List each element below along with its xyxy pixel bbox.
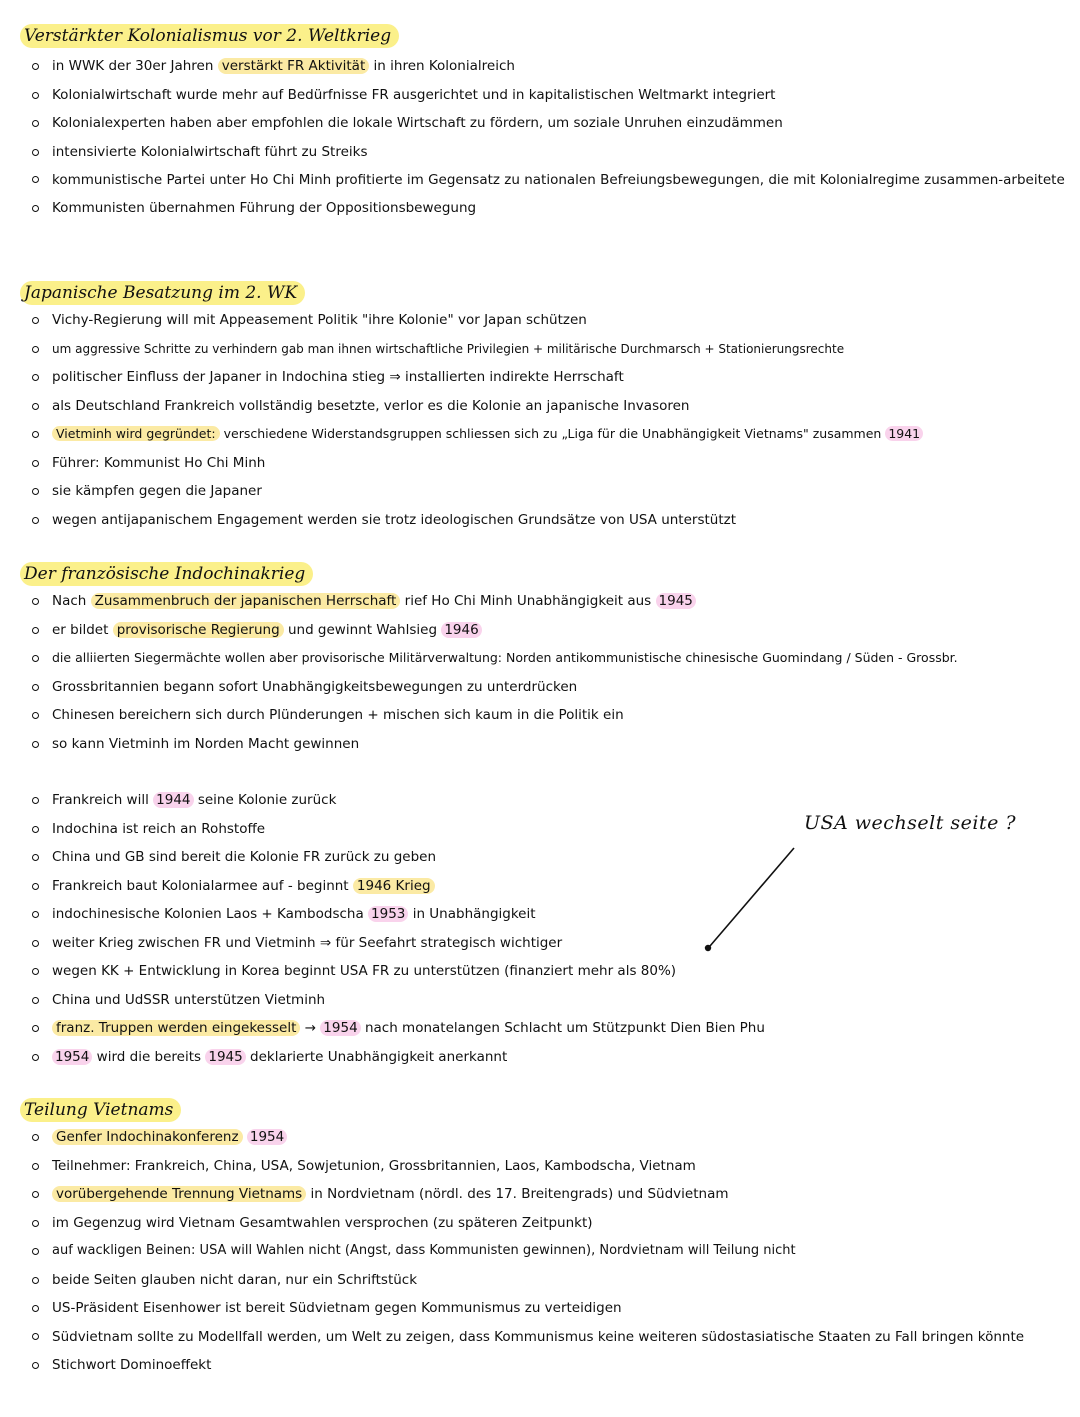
year-highlight: 1954: [247, 1129, 287, 1145]
list-item: vorübergehende Trennung Vietnams in Nordvietnam (nördl. des 17. Breitengrads) und Südvietnam: [22, 1180, 1072, 1209]
list-item: intensivierte Kolonialwirtschaft führt zu Streiks: [22, 138, 1072, 167]
list-item: politischer Einfluss der Japaner in Indochina stieg ⇒ installierten indirekte Herrschaft: [22, 363, 1072, 392]
list-item: die alliierten Siegermächte wollen aber provisorische Militärverwaltung: Norden antikommunistische chinesische Guomindang / Süden - Grossbr.: [22, 644, 1072, 673]
list-item: in WWK der 30er Jahren verstärkt FR Aktivität in ihren Kolonialreich: [22, 52, 1072, 81]
highlight: Genfer Indochinakonferenz: [52, 1129, 243, 1145]
list-item: Stichwort Dominoeffekt: [22, 1351, 1072, 1380]
highlight: vorübergehende Trennung Vietnams: [52, 1186, 306, 1202]
list-item: Teilnehmer: Frankreich, China, USA, Sowjetunion, Grossbritannien, Laos, Kambodscha, Vietnam: [22, 1152, 1072, 1181]
year-highlight: 1945: [205, 1049, 245, 1065]
section-teilung-vietnams: [22, 1098, 1072, 1379]
highlight: Vietminh wird gegründet:: [52, 426, 220, 441]
list-item: weiter Krieg zwischen FR und Vietminh ⇒ für Seefahrt strategisch wichtiger: [22, 929, 1072, 958]
year-highlight: 1954: [320, 1020, 360, 1036]
year-highlight: 1945: [656, 593, 696, 609]
highlight: franz. Truppen werden eingekesselt: [52, 1020, 300, 1036]
list-item: kommunistische Partei unter Ho Chi Minh profitierte im Gegensatz zu nationalen Befreiungsbewegungen, die mit Kolonialregime zusammen-arbeitete: [22, 166, 1072, 194]
list-item: Vichy-Regierung will mit Appeasement Politik "ihre Kolonie" vor Japan schützen: [22, 306, 1072, 335]
highlight: 1946 Krieg: [353, 878, 435, 894]
list-item: Kolonialexperten haben aber empfohlen die lokale Wirtschaft zu fördern, um soziale Unruhen einzudämmen: [22, 109, 1072, 138]
highlight: provisorische Regierung: [113, 622, 284, 638]
list-item: [22, 1123, 1072, 1152]
section-heading: Der französische Indochinakrieg: [20, 562, 313, 586]
list-item: auf wackligen Beinen: USA will Wahlen nicht (Angst, dass Kommunisten gewinnen), Nordvietnam will Teilung nicht: [22, 1237, 1072, 1266]
list-item: China und UdSSR unterstützen Vietminh: [22, 986, 1072, 1015]
list-item: China und GB sind bereit die Kolonie FR zurück zu geben: [22, 843, 1072, 872]
list-item: Vietminh wird gegründet: verschiedene Widerstandsgruppen schliessen sich zu „Liga für die Unabhängigkeit Vietnams" zusammen 1941: [22, 420, 1072, 449]
list-item: US-Präsident Eisenhower ist bereit Südvietnam gegen Kommunismus zu verteidigen: [22, 1294, 1072, 1323]
list-item: franz. Truppen werden eingekesselt → 1954 nach monatelangen Schlacht um Stützpunkt Dien Bien Phu: [22, 1014, 1072, 1043]
list-item: im Gegenzug wird Vietnam Gesamtwahlen versprochen (zu späteren Zeitpunkt): [22, 1209, 1072, 1238]
list-item: als Deutschland Frankreich vollständig besetzte, verlor es die Kolonie an japanische Invasoren: [22, 392, 1072, 421]
list-item: sie kämpfen gegen die Japaner: [22, 477, 1072, 506]
list-item: um aggressive Schritte zu verhindern gab man ihnen wirtschaftliche Privilegien + militärische Durchmarsch + Stationierungsrechte: [22, 335, 1072, 364]
list-item: indochinesische Kolonien Laos + Kambodscha 1953 in Unabhängigkeit: [22, 900, 1072, 929]
list-item: Führer: Kommunist Ho Chi Minh: [22, 449, 1072, 478]
section-heading: Teilung Vietnams: [20, 1098, 181, 1122]
section-japanische-besatzung: [22, 281, 1072, 534]
list-item: beide Seiten glauben nicht daran, nur ein Schriftstück: [22, 1266, 1072, 1295]
section-indochinakrieg: [22, 562, 1072, 758]
section-heading: Verstärkter Kolonialismus vor 2. Weltkrieg: [20, 24, 399, 48]
year-highlight: 1954: [52, 1049, 92, 1065]
year-highlight: 1944: [153, 792, 193, 808]
list-item: er bildet provisorische Regierung und gewinnt Wahlsieg 1946: [22, 616, 1072, 645]
list-item: Kolonialwirtschaft wurde mehr auf Bedürfnisse FR ausgerichtet und in kapitalistischen Weltmarkt integriert: [22, 81, 1072, 110]
year-highlight: 1946: [441, 622, 481, 638]
section-kolonialismus: [22, 24, 1072, 223]
section-heading: Japanische Besatzung im 2. WK: [20, 281, 305, 305]
list-item: Indochina ist reich an Rohstoffe: [22, 815, 1072, 844]
list-item: Frankreich will 1944 seine Kolonie zurück: [22, 786, 1072, 815]
list-item: Grossbritannien begann sofort Unabhängigkeitsbewegungen zu unterdrücken: [22, 673, 1072, 702]
list-item: Südvietnam sollte zu Modellfall werden, um Welt zu zeigen, dass Kommunismus keine weiteren südostasiatische Staaten zu Fall bringen könnte: [22, 1323, 1072, 1351]
list-item: Nach Zusammenbruch der japanischen Herrschaft rief Ho Chi Minh Unabhängigkeit aus 1945: [22, 587, 1072, 616]
list-item: wegen antijapanischem Engagement werden sie trotz ideologischen Grundsätze von USA unterstützt: [22, 506, 1072, 535]
arrow-icon: [690, 840, 810, 960]
list-item: Kommunisten übernahmen Führung der Oppositionsbewegung: [22, 194, 1072, 223]
bullet-list: [22, 306, 1072, 534]
bullet-list: [22, 52, 1072, 223]
side-note: USA wechselt seite ?: [804, 812, 1017, 834]
highlight: Zusammenbruch der japanischen Herrschaft: [91, 593, 401, 609]
list-item: Frankreich baut Kolonialarmee auf - beginnt 1946 Krieg: [22, 872, 1072, 901]
list-item: so kann Vietminh im Norden Macht gewinnen: [22, 730, 1072, 759]
bullet-list: [22, 1123, 1072, 1379]
year-highlight: 1941: [885, 426, 923, 441]
highlight: verstärkt FR Aktivität: [218, 58, 370, 74]
list-item: 1954 wird die bereits 1945 deklarierte Unabhängigkeit anerkannt: [22, 1043, 1072, 1072]
list-item: Chinesen bereichern sich durch Plünderungen + mischen sich kaum in die Politik ein: [22, 701, 1072, 730]
year-highlight: 1953: [368, 906, 408, 922]
list-item: wegen KK + Entwicklung in Korea beginnt USA FR zu unterstützen (finanziert mehr als 80%): [22, 957, 1072, 986]
bullet-list: [22, 587, 1072, 758]
